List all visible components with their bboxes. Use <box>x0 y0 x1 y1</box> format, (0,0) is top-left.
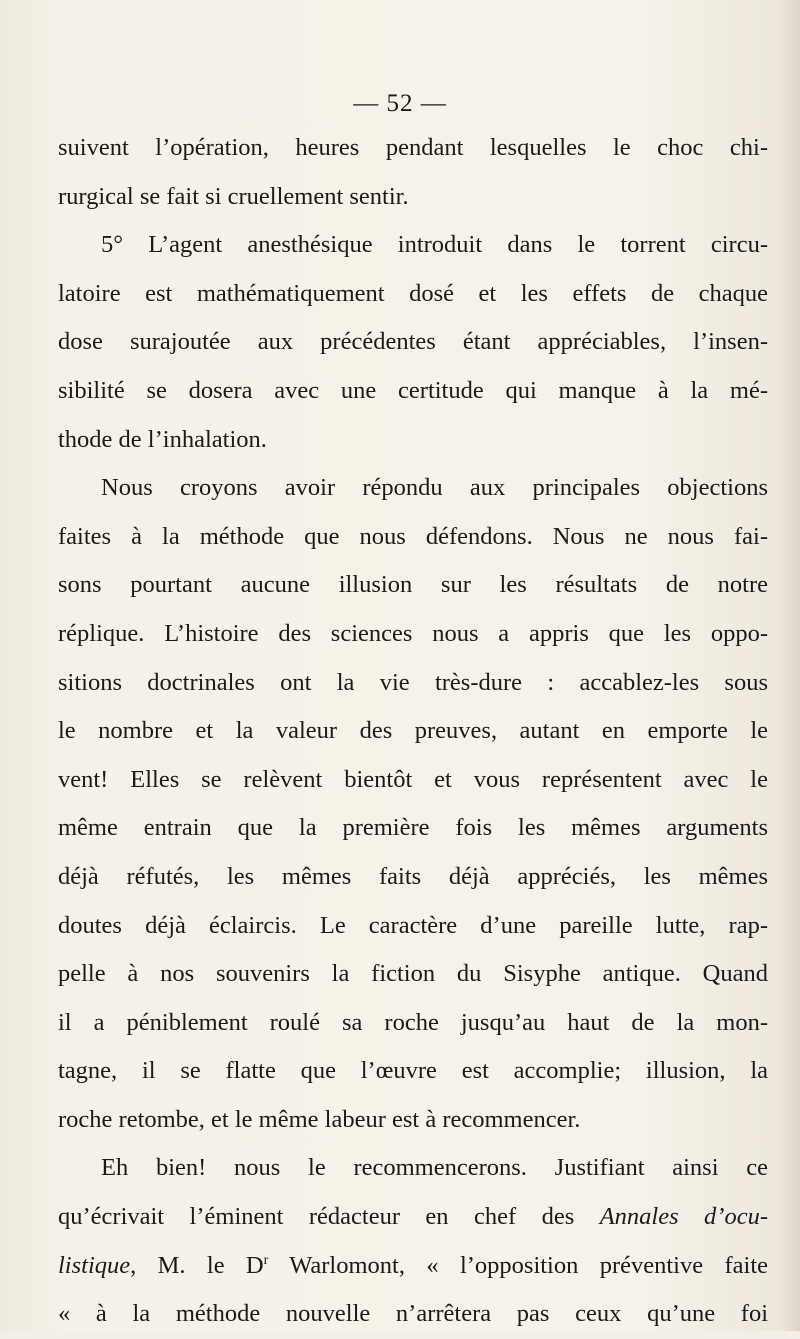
text-line: sibilité se dosera avec une certitude qui manque à la mé- <box>58 376 768 404</box>
text-line-segment: Warlomont, « l’opposition préventive faite <box>268 1251 768 1279</box>
text-line <box>58 1242 768 1291</box>
body-text <box>58 124 768 1339</box>
journal-title-italic: Annales d’ocu- <box>599 1203 768 1231</box>
text-line: faites à la méthode que nous défendons. Nous ne nous fai- <box>58 522 768 550</box>
text-line: Eh bien! nous le recommencerons. Justifiant ainsi ce <box>101 1154 768 1182</box>
text-line: latoire est mathématiquement dosé et les effets de chaque <box>58 279 768 307</box>
text-line: sons pourtant aucune illusion sur les résultats de notre <box>58 571 768 599</box>
text-line: il a péniblement roulé sa roche jusqu’au haut de la mon- <box>58 1008 768 1036</box>
text-line: réplique. L’histoire des sciences nous a appris que les oppo- <box>58 619 768 647</box>
text-line-segment: qu’écrivait l’éminent rédacteur en chef des <box>58 1203 600 1231</box>
text-line: Nous croyons avoir répondu aux principales objections <box>101 474 768 502</box>
text-line: vent! Elles se relèvent bientôt et vous représentent avec le <box>58 765 768 793</box>
page-edge-shadow <box>778 0 800 1331</box>
page-number: — 52 — <box>353 90 447 117</box>
text-line: même entrain que la première fois les mêmes arguments <box>58 814 768 842</box>
text-line: sitions doctrinales ont la vie très-dure : accablez-les sous <box>58 668 768 696</box>
text-line: le nombre et la valeur des preuves, autant en emporte le <box>58 717 768 745</box>
text-line: tagne, il se flatte que l’œuvre est accomplie; illusion, la <box>58 1057 768 1085</box>
text-line: « à la méthode nouvelle n’arrêtera pas ceux qu’une foi <box>58 1300 768 1328</box>
text-line: déjà réfutés, les mêmes faits déjà appréciés, les mêmes <box>58 862 768 890</box>
superscript: r <box>263 1252 269 1268</box>
text-line: rurgical se fait si cruellement sentir. <box>58 182 409 210</box>
text-line: thode de l’inhalation. <box>58 425 267 453</box>
text-line: 5° L’agent anesthésique introduit dans le torrent circu- <box>101 231 768 259</box>
text-line: dose surajoutée aux précédentes étant appréciables, l’insen- <box>58 328 768 356</box>
text-line <box>58 1193 768 1242</box>
text-line: doutes déjà éclaircis. Le caractère d’une pareille lutte, rap- <box>58 911 768 939</box>
text-line: roche retombe, et le même labeur est à recommencer. <box>58 1105 581 1133</box>
text-line-segment: , M. le D <box>130 1251 264 1279</box>
journal-title-italic-cont: listique <box>58 1251 131 1279</box>
text-line: suivent l’opération, heures pendant lesquelles le choc chi- <box>58 134 768 161</box>
text-line: pelle à nos souvenirs la fiction du Sisyphe antique. Quand <box>58 960 768 988</box>
